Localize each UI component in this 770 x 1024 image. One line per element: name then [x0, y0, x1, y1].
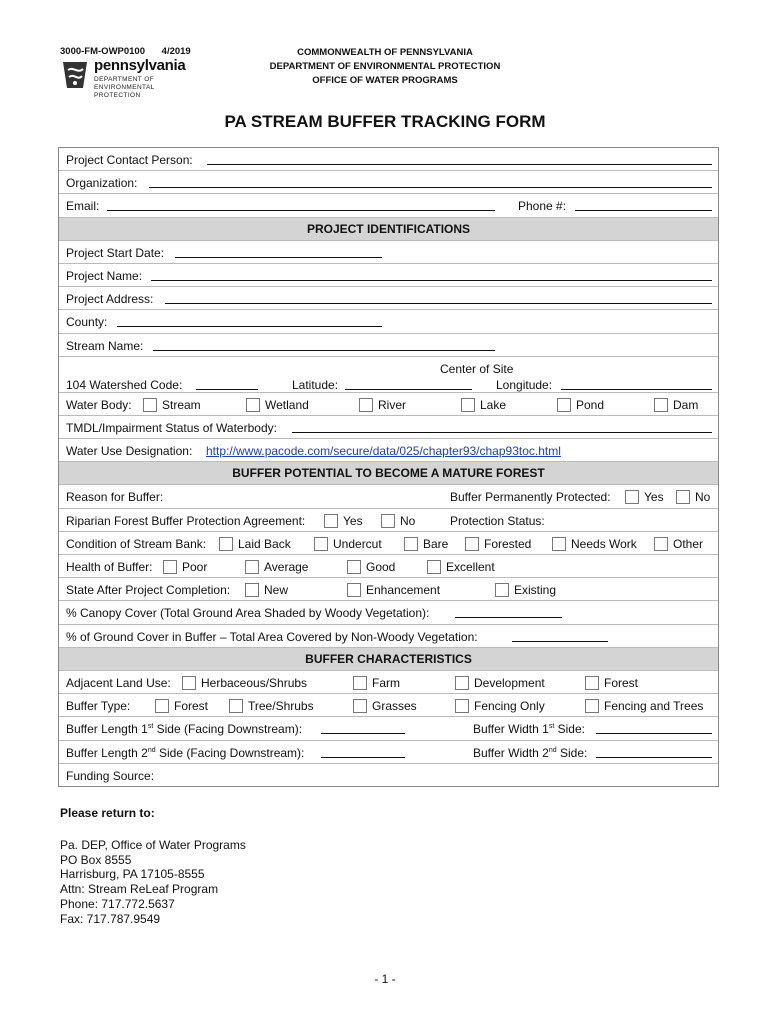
option-label: Dam — [673, 397, 699, 412]
contact-person-label: Project Contact Person: — [66, 153, 193, 167]
option-label: Fencing and Trees — [604, 699, 704, 714]
email-label: Email: — [66, 199, 100, 214]
checkbox[interactable] — [245, 583, 259, 597]
checkbox[interactable] — [465, 537, 479, 551]
label-text: Side (Facing Downstream): — [158, 745, 305, 760]
buffer-width-1-label — [473, 722, 585, 736]
option-label: Needs Work — [571, 536, 637, 551]
checkbox[interactable] — [552, 537, 566, 551]
water-body-option[interactable] — [557, 398, 604, 412]
row-start-date — [59, 241, 718, 264]
land-use-label: Adjacent Land Use: — [66, 675, 171, 690]
option-label: Undercut — [333, 536, 382, 551]
protection-status-label: Protection Status: — [450, 513, 545, 528]
latitude-field[interactable] — [345, 389, 472, 390]
row-water-use — [59, 439, 718, 462]
buffer-width-1-field[interactable] — [596, 733, 712, 734]
label-text: Buffer Width 2 — [473, 745, 549, 760]
option-label: No — [400, 513, 416, 528]
bank-option[interactable] — [404, 537, 448, 551]
water-use-label: Water Use Designation: — [66, 444, 193, 459]
option-label: Enhancement — [366, 583, 441, 598]
address-line: Phone: 717.772.5637 — [60, 896, 175, 911]
protected-label: Buffer Permanently Protected: — [450, 490, 611, 505]
water-body-option[interactable] — [359, 398, 406, 412]
address-line: Attn: Stream ReLeaf Program — [60, 882, 219, 897]
watershed-code-label: 104 Watershed Code: — [66, 377, 183, 392]
address-line: Fax: 717.787.9549 — [60, 911, 161, 926]
row-reason — [59, 485, 718, 508]
checkbox[interactable] — [654, 537, 668, 551]
form-code — [60, 46, 191, 57]
health-option[interactable] — [245, 560, 308, 574]
checkbox[interactable] — [314, 537, 328, 551]
logo-wordmark: pennsylvania — [94, 57, 186, 74]
state-after-label: State After Project Completion: — [66, 583, 231, 598]
water-body-option[interactable] — [654, 398, 698, 412]
center-of-site-label: Center of Site — [440, 361, 514, 376]
health-option[interactable] — [163, 560, 207, 574]
checkbox[interactable] — [182, 676, 196, 690]
return-address — [60, 838, 246, 926]
checkbox[interactable] — [359, 398, 373, 412]
row-buffer-side-2 — [59, 741, 718, 764]
row-water-body — [59, 393, 718, 416]
water-use-link[interactable]: http://www.pacode.com/secure/data/025/chapter93/chap93toc.html — [206, 444, 561, 459]
longitude-field[interactable] — [561, 389, 712, 390]
option-label: Existing — [514, 583, 557, 598]
option-label: Poor — [182, 560, 208, 574]
stream-bank-label: Condition of Stream Bank: — [66, 536, 207, 551]
water-body-label: Water Body: — [66, 397, 132, 412]
bank-option[interactable] — [219, 537, 291, 551]
longitude-label: Longitude: — [496, 377, 553, 392]
ordinal-sup: st — [147, 723, 154, 731]
checkbox[interactable] — [495, 583, 509, 597]
canopy-field[interactable] — [455, 617, 562, 618]
checkbox[interactable] — [324, 514, 338, 528]
label-text: Buffer Length 2 — [66, 745, 148, 760]
checkbox[interactable] — [461, 398, 475, 412]
row-buffer-side-1 — [59, 717, 718, 740]
row-funding — [59, 764, 718, 786]
county-field[interactable] — [117, 326, 382, 327]
funding-label: Funding Source: — [66, 768, 155, 783]
option-label: Fencing Only — [474, 699, 545, 714]
logo-subtitle — [94, 76, 210, 100]
row-buffer-type — [59, 694, 718, 717]
land-use-option[interactable] — [353, 676, 400, 690]
checkbox[interactable] — [353, 699, 367, 713]
tmdl-label: TMDL/Impairment Status of Waterbody: — [66, 420, 277, 435]
project-name-label: Project Name: — [66, 268, 143, 283]
keystone-icon — [60, 58, 90, 92]
option-label: Average — [264, 560, 309, 574]
option-label: Farm — [372, 675, 400, 690]
agreement-label: Riparian Forest Buffer Protection Agreement: — [66, 513, 306, 528]
option-label: Laid Back — [238, 536, 291, 551]
row-project-address — [59, 287, 718, 310]
state-option[interactable] — [495, 583, 556, 597]
checkbox[interactable] — [557, 398, 571, 412]
option-label: River — [378, 397, 407, 412]
agency-header — [250, 46, 520, 88]
option-label: Forest — [174, 699, 209, 714]
form-date: 4/2019 — [161, 46, 191, 57]
buffer-type-option[interactable] — [229, 699, 314, 713]
ground-cover-field[interactable] — [512, 641, 608, 642]
email-field[interactable] — [107, 210, 495, 211]
checkbox[interactable] — [163, 560, 177, 574]
address-line: Pa. DEP, Office of Water Programs — [60, 838, 246, 852]
stream-name-field[interactable] — [153, 350, 495, 351]
bank-option[interactable] — [654, 537, 703, 551]
agreement-yes[interactable] — [324, 514, 363, 528]
row-ground-cover — [59, 625, 718, 648]
canopy-label: % Canopy Cover (Total Ground Area Shaded by Woody Vegetation): — [66, 606, 430, 621]
checkbox[interactable] — [654, 398, 668, 412]
option-label: Other — [673, 536, 704, 551]
label-text: Side (Facing Downstream): — [156, 722, 303, 737]
reason-label: Reason for Buffer: — [66, 490, 164, 505]
ordinal-sup: nd — [147, 746, 156, 754]
county-label: County: — [66, 315, 108, 330]
tracking-form — [58, 147, 719, 787]
buffer-width-2-field[interactable] — [596, 757, 712, 758]
checkbox[interactable] — [143, 398, 157, 412]
buffer-length-2-label — [66, 746, 304, 760]
phone-label: Phone #: — [518, 199, 567, 214]
project-address-field[interactable] — [165, 303, 712, 304]
bank-option[interactable] — [314, 537, 382, 551]
buffer-width-2-label — [473, 746, 587, 760]
agency-line: DEPARTMENT OF ENVIRONMENTAL PROTECTION — [269, 61, 501, 72]
bank-option[interactable] — [552, 537, 637, 551]
protected-no[interactable] — [676, 490, 710, 504]
checkbox[interactable] — [455, 676, 469, 690]
tmdl-field[interactable] — [292, 432, 712, 433]
label-text: Side: — [559, 745, 588, 760]
row-land-use — [59, 671, 718, 694]
label-text: Buffer Width 1 — [473, 722, 549, 737]
row-stream-bank — [59, 532, 718, 555]
buffer-type-option[interactable] — [585, 699, 703, 713]
row-agreement — [59, 509, 718, 532]
checkbox[interactable] — [246, 398, 260, 412]
address-line: Harrisburg, PA 17105-8555 — [60, 867, 205, 882]
row-county — [59, 310, 718, 333]
form-code-text: 3000-FM-OWP0100 — [60, 46, 146, 57]
logo-subtitle-line: PROTECTION — [94, 92, 141, 99]
option-label: Herbaceous/Shrubs — [201, 675, 308, 690]
start-date-label: Project Start Date: — [66, 245, 165, 260]
logo-subtitle-line: DEPARTMENT OF ENVIRONMENTAL — [94, 76, 155, 91]
land-use-option[interactable] — [455, 676, 545, 690]
checkbox[interactable] — [347, 560, 361, 574]
form-title: PA STREAM BUFFER TRACKING FORM — [224, 112, 546, 131]
checkbox[interactable] — [625, 490, 639, 504]
option-label: Forested — [484, 536, 532, 551]
water-body-option[interactable] — [246, 398, 309, 412]
ground-cover-label: % of Ground Cover in Buffer – Total Area Covered by Non-Woody Vegetation: — [66, 629, 478, 644]
option-label: Lake — [480, 397, 507, 412]
address-line: PO Box 8555 — [60, 852, 132, 867]
buffer-length-1-field[interactable] — [321, 733, 405, 734]
option-label: Yes — [343, 513, 363, 528]
section-project-identifications: PROJECT IDENTIFICATIONS — [59, 218, 718, 241]
row-location — [59, 357, 718, 393]
contact-person-field[interactable] — [207, 164, 712, 165]
option-label: Forest — [604, 675, 639, 690]
checkbox[interactable] — [676, 490, 690, 504]
ordinal-sup: nd — [548, 746, 557, 754]
agreement-no[interactable] — [381, 514, 415, 528]
row-stream-name — [59, 334, 718, 357]
latitude-label: Latitude: — [292, 377, 339, 392]
option-label: Pond — [576, 397, 605, 412]
option-label: Yes — [644, 490, 664, 505]
land-use-option[interactable] — [182, 676, 307, 690]
organization-field[interactable] — [149, 187, 712, 188]
protected-yes[interactable] — [625, 490, 664, 504]
buffer-type-option[interactable] — [155, 699, 208, 713]
option-label: No — [695, 490, 711, 505]
water-body-option[interactable] — [461, 398, 506, 412]
checkbox[interactable] — [347, 583, 361, 597]
row-project-name — [59, 264, 718, 287]
checkbox[interactable] — [455, 699, 469, 713]
checkbox[interactable] — [585, 699, 599, 713]
row-canopy — [59, 601, 718, 624]
checkbox[interactable] — [585, 676, 599, 690]
return-heading: Please return to: — [60, 806, 155, 820]
health-option[interactable] — [347, 560, 395, 574]
row-organization — [59, 171, 718, 194]
stream-name-label: Stream Name: — [66, 338, 144, 353]
row-email-phone — [59, 194, 718, 217]
option-label: Development — [474, 675, 545, 690]
section-buffer-potential: BUFFER POTENTIAL TO BECOME A MATURE FOREST — [59, 462, 718, 485]
health-option[interactable] — [427, 560, 495, 574]
project-address-label: Project Address: — [66, 292, 154, 307]
option-label: Excellent — [446, 560, 495, 574]
checkbox[interactable] — [155, 699, 169, 713]
buffer-type-option[interactable] — [353, 699, 417, 713]
phone-field[interactable] — [575, 210, 712, 211]
row-state-after — [59, 578, 718, 601]
option-label: Tree/Shrubs — [248, 699, 314, 714]
option-label: Grasses — [372, 699, 417, 714]
option-label: New — [264, 583, 289, 598]
page-number: - 1 - — [374, 972, 396, 986]
bank-option[interactable] — [465, 537, 531, 551]
section-buffer-characteristics: BUFFER CHARACTERISTICS — [59, 648, 718, 671]
state-option[interactable] — [347, 583, 440, 597]
buffer-type-label: Buffer Type: — [66, 699, 131, 714]
checkbox[interactable] — [245, 560, 259, 574]
project-name-field[interactable] — [151, 280, 712, 281]
option-label: Stream — [162, 397, 201, 412]
health-label: Health of Buffer: — [66, 560, 153, 574]
option-label: Good — [366, 560, 396, 574]
option-label: Bare — [423, 536, 449, 551]
checkbox[interactable] — [229, 699, 243, 713]
checkbox[interactable] — [381, 514, 395, 528]
checkbox[interactable] — [219, 537, 233, 551]
row-health — [59, 555, 718, 578]
checkbox[interactable] — [353, 676, 367, 690]
buffer-length-1-label — [66, 722, 302, 736]
buffer-length-2-field[interactable] — [321, 757, 405, 758]
checkbox[interactable] — [404, 537, 418, 551]
agency-line: OFFICE OF WATER PROGRAMS — [312, 75, 458, 86]
agency-line: COMMONWEALTH OF PENNSYLVANIA — [297, 47, 473, 58]
label-text: Side: — [557, 722, 585, 737]
ordinal-sup: st — [548, 723, 555, 731]
state-option[interactable] — [245, 583, 288, 597]
water-body-option[interactable] — [143, 398, 201, 412]
land-use-option[interactable] — [585, 676, 638, 690]
organization-label: Organization: — [66, 176, 138, 191]
watershed-code-field[interactable] — [196, 389, 258, 390]
option-label: Wetland — [265, 397, 309, 412]
checkbox[interactable] — [427, 560, 441, 574]
pa-dep-logo — [60, 57, 210, 99]
row-contact-person — [59, 148, 718, 171]
row-tmdl — [59, 416, 718, 439]
buffer-type-option[interactable] — [455, 699, 545, 713]
start-date-field[interactable] — [175, 257, 382, 258]
label-text: Buffer Length 1 — [66, 722, 148, 737]
